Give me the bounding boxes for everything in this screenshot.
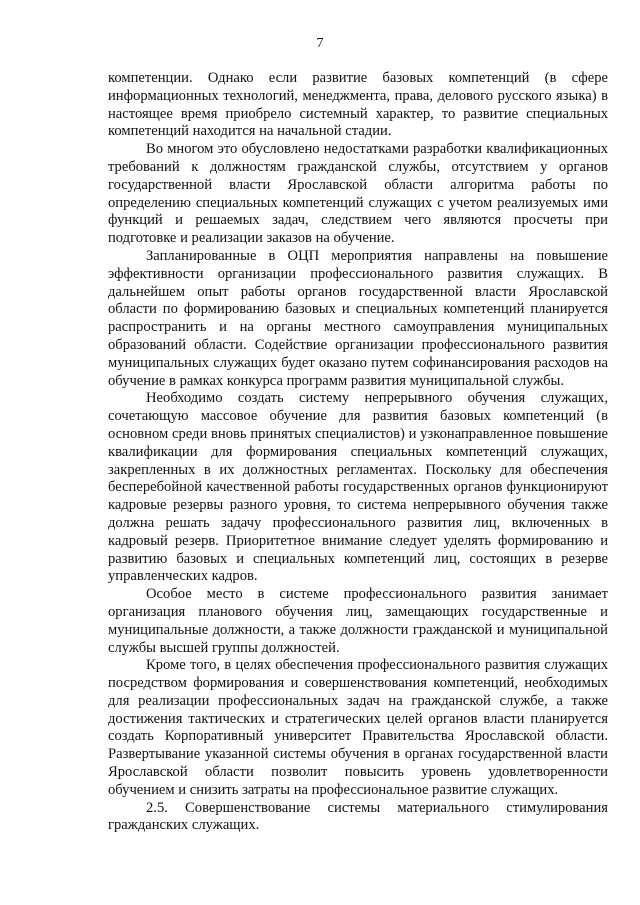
paragraph-continuation: компетенции. Однако если развитие базовых компетенций (в сфере информационных технологий, менеджмента, права, делового русского языка) в настоящее время приобрело системный характер, то развитие специальных компетенций находится на начальной стадии. bbox=[108, 70, 608, 140]
page-number: 7 bbox=[316, 36, 324, 51]
paragraph: Запланированные в ОЦП мероприятия направлены на повышение эффективности организации профессионального развития служащих. В дальнейшем опыт работы органов государственной власти Ярославской области по формированию базовых и специальных компетенций планируется распространить и на органы местного самоуправления муниципальных образований области. Содействие организации профессионального развития муниципальных служащих будет оказано путем софинансирования расходов на обучение в рамках конкурса программ развития муниципальной службы. bbox=[108, 247, 608, 389]
paragraph: Особое место в системе профессионального развития занимает организация планового обучения лиц, замещающих государственные и муниципальные должности, а также должности гражданской и муниципальной службы высшей группы должностей. bbox=[108, 586, 608, 656]
paragraph: Во многом это обусловлено недостатками разработки квалификационных требований к должностям гражданской службы, отсутствием у органов государственной власти Ярославской области алгоритма работы по определению специальных компетенций служащих с учетом реализуемых ими функций и решаемых задач, следствием чего являются просчеты при подготовке и реализации заказов на обучение. bbox=[108, 141, 608, 247]
paragraph: Необходимо создать систему непрерывного обучения служащих, сочетающую массовое обучение для развития базовых компетенций (в основном среди вновь принятых специалистов) и узконаправленное повышение квалификации для формирования специальных компетенций служащих, закрепленных в их должностных регламентах. Поскольку для обеспечения бесперебойной качественной работы государственных органов функционируют кадровые резервы разного уровня, то система непрерывного обучения также должна решать задачу профессионального развития лиц, включенных в кадровый резерв. Приоритетное внимание следует уделять формированию и развитию базовых и специальных компетенций лиц, состоящих в резерве управленческих кадров. bbox=[108, 390, 608, 585]
document-body bbox=[108, 70, 608, 835]
paragraph: Кроме того, в целях обеспечения профессионального развития служащих посредством формирования и совершенствования компетенций, необходимых для реализации профессиональных задач на гражданской службе, а также достижения тактических и стратегических целей органов власти планируется создать Корпоративный университет Правительства Ярославской области. Развертывание указанной системы обучения в органах государственной власти Ярославской области позволит повысить уровень удовлетворенности обучением и снизить затраты на профессиональное развитие служащих. bbox=[108, 657, 608, 798]
section-heading-paragraph: 2.5. Совершенствование системы материального стимулирования гражданских служащих. bbox=[108, 799, 608, 834]
